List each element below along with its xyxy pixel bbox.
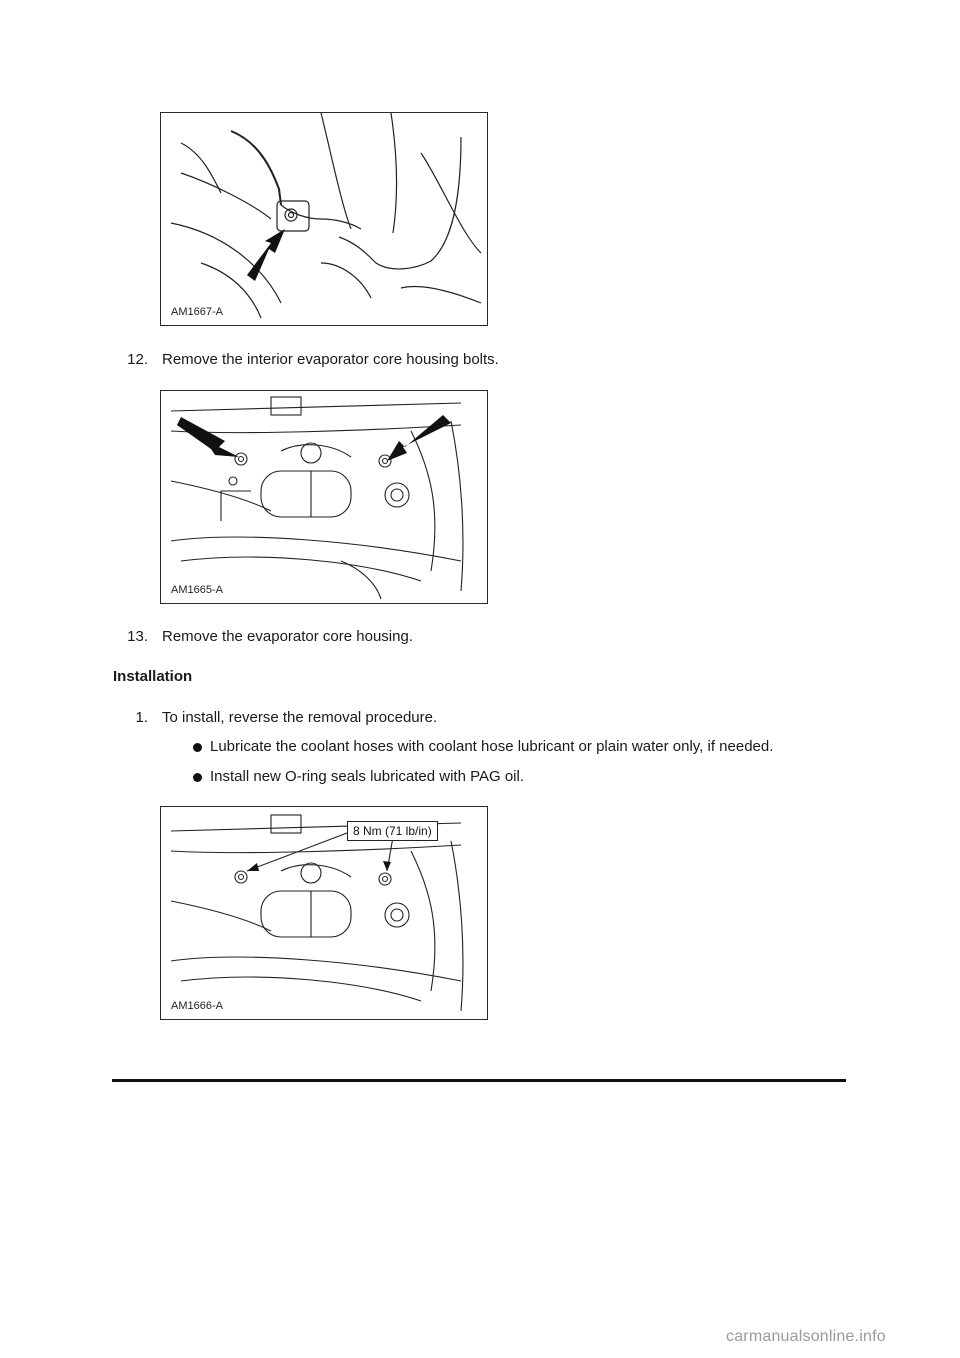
figure-id: AM1667-A (171, 306, 223, 318)
figure-am1667 (160, 112, 488, 326)
bullet-dot-icon (193, 743, 202, 752)
bullet-text: Install new O-ring seals lubricated with PAG oil. (210, 768, 525, 785)
step-number: 12. (127, 351, 148, 368)
step-text: To install, reverse the removal procedure. (162, 709, 438, 726)
step-text: Remove the interior evaporator core housing bolts. (162, 351, 499, 368)
figure-id: AM1666-A (171, 1000, 223, 1012)
figure-am1666 (160, 806, 488, 1020)
page-divider (112, 1079, 846, 1082)
step-number: 13. (127, 628, 148, 645)
illustration-torque-spec (161, 807, 487, 1019)
watermark: carmanualsonline.info (726, 1328, 886, 1345)
figure-id: AM1665-A (171, 584, 223, 596)
step-text: Remove the evaporator core housing. (162, 628, 413, 645)
step-number: 1. (135, 709, 148, 726)
bullet-text: Lubricate the coolant hoses with coolant hose lubricant or plain water only, if needed. (210, 738, 774, 755)
illustration-housing-bolts (161, 391, 487, 603)
torque-callout: 8 Nm (71 lb/in) (347, 821, 438, 841)
section-heading-installation: Installation (113, 668, 193, 685)
bullet-dot-icon (193, 773, 202, 782)
figure-am1665 (160, 390, 488, 604)
illustration-bolt-location (161, 113, 487, 325)
